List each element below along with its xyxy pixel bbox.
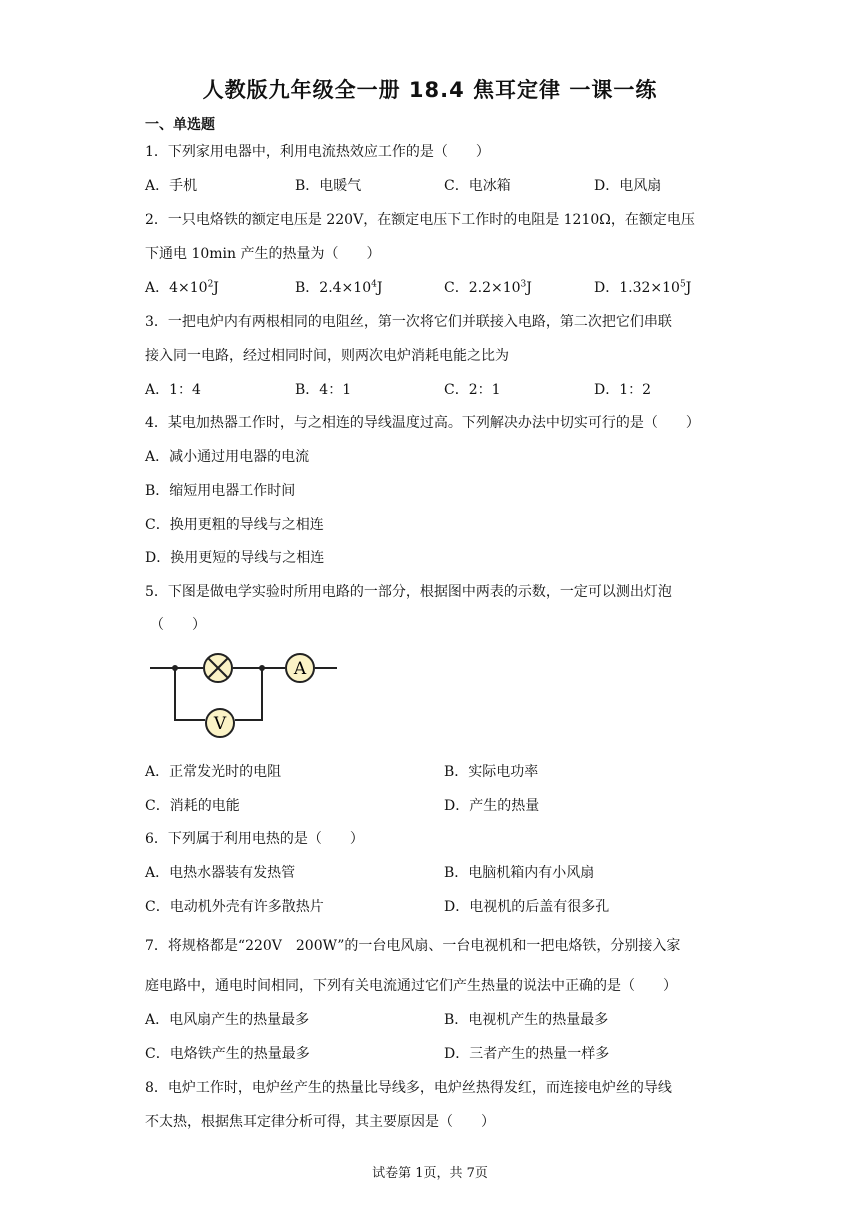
lamp-symbol	[204, 654, 232, 682]
question-1-text: 1．下列家用电器中，利用电流热效应工作的是（ ）	[145, 144, 490, 160]
q3-option-c[interactable]: C．2：1	[444, 382, 501, 398]
q4-option-c[interactable]: C．换用更粗的导线与之相连	[145, 517, 324, 533]
circuit-diagram	[145, 650, 345, 742]
question-5-line-1: 5．下图是做电学实验时所用电路的一部分，根据图中两表的示数，一定可以测出灯泡	[145, 584, 672, 600]
q5-option-d[interactable]: D．产生的热量	[444, 798, 540, 814]
q5-option-b[interactable]: B．实际电功率	[444, 764, 539, 780]
wire-branch-right	[235, 668, 262, 720]
q4-option-b[interactable]: B．缩短用电器工作时间	[145, 483, 296, 499]
question-3-line-1: 3．一把电炉内有两根相同的电阻丝，第一次将它们并联接入电路，第二次把它们串联	[145, 314, 672, 330]
ammeter-label: A	[293, 659, 307, 679]
q3-option-d[interactable]: D．1：2	[594, 382, 652, 398]
q5-option-a[interactable]: A．正常发光时的电阻	[145, 764, 282, 780]
q1-option-c[interactable]: C．电冰箱	[444, 178, 511, 194]
ammeter-symbol	[286, 654, 314, 682]
question-7-line-2: 庭电路中，通电时间相同，下列有关电流通过它们产生热量的说法中正确的是（ ）	[145, 978, 677, 994]
voltmeter-label: V	[213, 714, 227, 734]
junction-dot-right	[259, 665, 265, 671]
q3-option-a[interactable]: A．1：4	[145, 382, 201, 398]
page-footer: 试卷第 1页，共 7页	[372, 1166, 488, 1181]
question-2-line-1: 2．一只电烙铁的额定电压是 220V，在额定电压下工作时的电阻是 1210Ω，在额定电压	[145, 212, 695, 228]
q1-option-a[interactable]: A．手机	[145, 178, 198, 194]
q5-option-c[interactable]: C．消耗的电能	[145, 798, 240, 814]
voltmeter-symbol	[206, 709, 234, 737]
junction-dot-left	[172, 665, 178, 671]
q1-option-d[interactable]: D．电风扇	[594, 178, 662, 194]
section-heading: 一、单选题	[145, 117, 215, 133]
q2-option-d[interactable]: D．$1.32\times 10^5J$	[594, 279, 692, 296]
q2-option-c[interactable]: C．$2.2\times 10^3J$	[444, 279, 532, 296]
q6-option-c[interactable]: C．电动机外壳有许多散热片	[145, 899, 324, 915]
question-2-line-2: 下通电 10min 产生的热量为（ ）	[145, 246, 381, 262]
question-5-line-2: （ ）	[150, 617, 206, 633]
question-3-line-2: 接入同一电路，经过相同时间，则两次电炉消耗电能之比为	[145, 348, 509, 364]
q4-option-a[interactable]: A．减小通过用电器的电流	[145, 449, 310, 465]
q6-option-b[interactable]: B．电脑机箱内有小风扇	[444, 865, 595, 881]
q1-option-b[interactable]: B．电暖气	[295, 178, 362, 194]
q7-option-d[interactable]: D．三者产生的热量一样多	[444, 1046, 610, 1062]
q7-option-a[interactable]: A．电风扇产生的热量最多	[145, 1012, 310, 1028]
q7-option-b[interactable]: B．电视机产生的热量最多	[444, 1012, 609, 1028]
q6-option-d[interactable]: D．电视机的后盖有很多孔	[444, 899, 610, 915]
q2-option-a[interactable]: A．$4\times 10^2J$	[145, 279, 219, 296]
question-8-line-1: 8．电炉工作时，电炉丝产生的热量比导线多，电炉丝热得发红，而连接电炉丝的导线	[145, 1080, 672, 1096]
question-7-line-1: 7．将规格都是“220V 200W”的一台电风扇、一台电视机和一把电烙铁，分别接入家	[145, 938, 681, 954]
question-4-text: 4．某电加热器工作时，与之相连的导线温度过高。下列解决办法中切实可行的是（ ）	[145, 415, 700, 431]
q3-option-b[interactable]: B．4：1	[295, 382, 352, 398]
question-8-line-2: 不太热，根据焦耳定律分析可得，其主要原因是（ ）	[145, 1114, 495, 1130]
q6-option-a[interactable]: A．电热水器装有发热管	[145, 865, 296, 881]
q7-option-c[interactable]: C．电烙铁产生的热量最多	[145, 1046, 310, 1062]
page-title: 人教版九年级全一册 18.4 焦耳定律 一课一练	[202, 78, 658, 102]
wire-branch-left	[175, 668, 205, 720]
question-6-text: 6．下列属于利用电热的是（ ）	[145, 831, 364, 847]
q4-option-d[interactable]: D．换用更短的导线与之相连	[145, 550, 325, 566]
q2-option-b[interactable]: B．$2.4\times 10^4J$	[295, 279, 383, 296]
